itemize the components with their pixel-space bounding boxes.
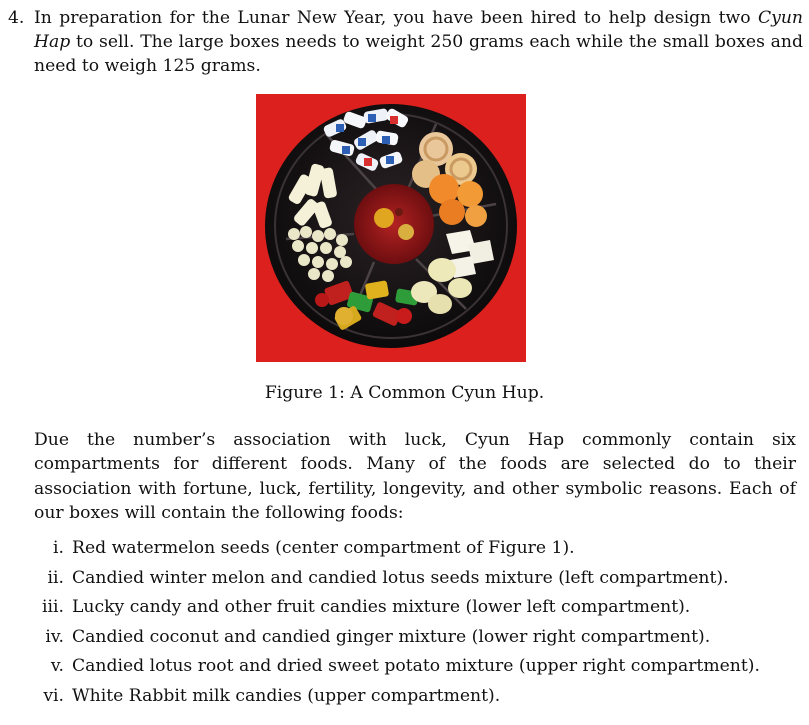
list-item-numeral: vi. bbox=[43, 685, 64, 706]
description-paragraph: Due the number’s association with luck, Cyun Hap commonly contain six compartments for different foods. Many of the foods are selected do to their association with fortune, luck, fertility, longevity, and other symbolic reasons. Each of our boxes will contain the following foods: bbox=[34, 430, 796, 523]
problem-statement bbox=[8, 6, 803, 78]
list-item bbox=[0, 568, 809, 598]
list-item bbox=[0, 656, 809, 686]
figure-caption: Figure 1: A Common Cyun Hup. bbox=[264, 383, 545, 403]
question-text-start: In preparation for the Lunar New Year, you have been hired to help design two bbox=[34, 8, 758, 28]
food-list bbox=[0, 538, 809, 716]
list-item-text: Candied lotus root and dried sweet potato mixture (upper right compartment). bbox=[72, 656, 760, 677]
list-item-text: White Rabbit milk candies (upper compartment). bbox=[72, 685, 501, 706]
list-item bbox=[0, 627, 809, 657]
list-item-numeral: ii. bbox=[47, 567, 64, 588]
list-item-numeral: i. bbox=[53, 538, 64, 558]
list-item bbox=[0, 686, 809, 716]
list-item-text: Candied winter melon and candied lotus seeds mixture (left compartment). bbox=[72, 567, 729, 588]
question-text bbox=[34, 6, 803, 78]
list-item-numeral: iv. bbox=[45, 626, 64, 647]
cyun-hap-photo bbox=[256, 94, 526, 362]
list-item-numeral: v. bbox=[50, 656, 64, 677]
list-item bbox=[0, 538, 809, 568]
list-item bbox=[0, 597, 809, 627]
term-cyun-hap: Cyun Hap bbox=[34, 8, 803, 52]
question-number: 4. bbox=[8, 8, 25, 28]
list-item-text: Red watermelon seeds (center compartment of Figure 1). bbox=[72, 538, 575, 558]
list-item-text: Lucky candy and other fruit candies mixture (lower left compartment). bbox=[72, 597, 691, 618]
question-text-end: to sell. The large boxes needs to weight 250 grams each while the small boxes and need to weigh 125 grams. bbox=[34, 32, 803, 76]
list-item-text: Candied coconut and candied ginger mixture (lower right compartment). bbox=[72, 626, 711, 647]
list-item-numeral: iii. bbox=[42, 597, 64, 618]
